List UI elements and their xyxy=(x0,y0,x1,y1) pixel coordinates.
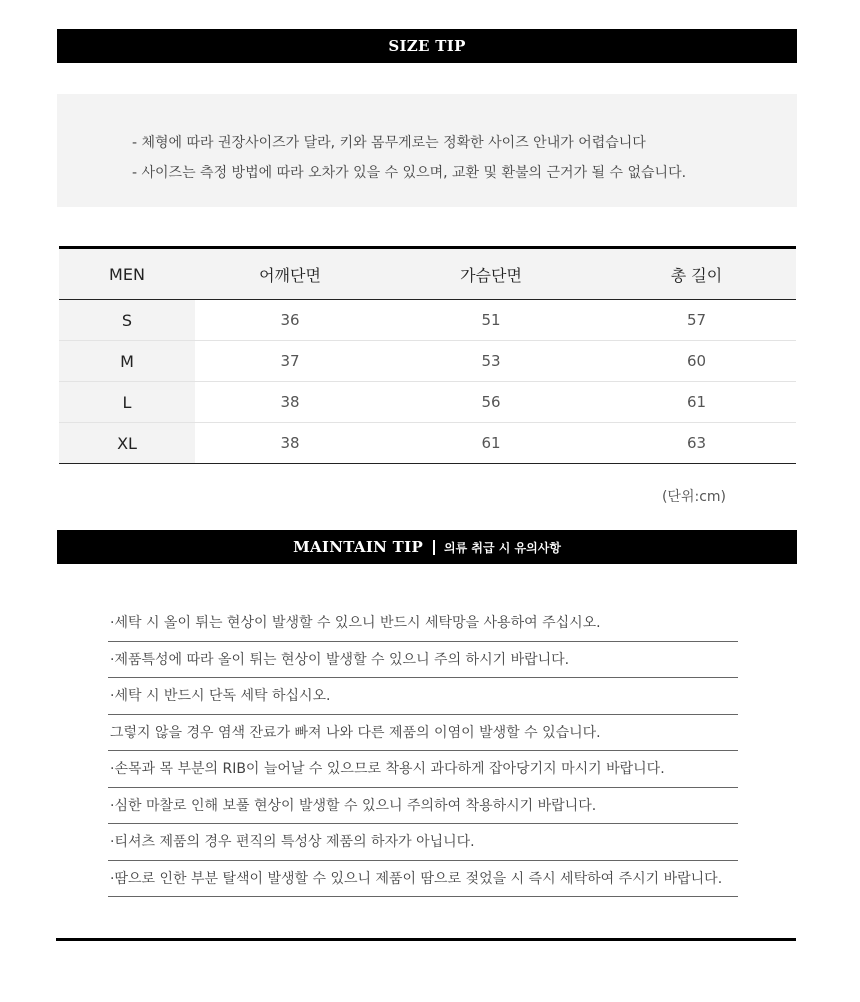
header-shoulder: 어깨단면 xyxy=(195,248,385,300)
maintain-tip-header xyxy=(57,530,797,564)
shoulder-value: 37 xyxy=(195,341,385,382)
length-value: 60 xyxy=(597,341,796,382)
size-label: S xyxy=(59,300,195,341)
table-row xyxy=(59,300,796,341)
chest-value: 51 xyxy=(385,300,597,341)
chest-value: 61 xyxy=(385,423,597,464)
header-men: MEN xyxy=(59,248,195,300)
size-tip-notes xyxy=(57,94,797,207)
unit-note: (단위:cm) xyxy=(661,489,726,505)
shoulder-value: 38 xyxy=(195,382,385,423)
list-item: ·심한 마찰로 인해 보풀 현상이 발생할 수 있으니 주의하여 착용하시기 바랍니다. xyxy=(108,788,738,825)
size-tip-note: - 체형에 따라 권장사이즈가 달라, 키와 몸무게로는 정확한 사이즈 안내가 어렵습니다 xyxy=(132,135,646,151)
header-divider xyxy=(433,540,435,555)
maintain-tip-title: MAINTAIN TIP xyxy=(293,538,424,556)
size-label: M xyxy=(59,341,195,382)
table-row xyxy=(59,382,796,423)
table-row xyxy=(59,423,796,464)
header-chest: 가슴단면 xyxy=(385,248,597,300)
size-label: L xyxy=(59,382,195,423)
maintain-tip-list xyxy=(108,605,738,897)
chest-value: 53 xyxy=(385,341,597,382)
shoulder-value: 38 xyxy=(195,423,385,464)
length-value: 57 xyxy=(597,300,796,341)
list-item: ·세탁 시 반드시 단독 세탁 하십시오. xyxy=(108,678,738,715)
header-length: 총 길이 xyxy=(597,248,796,300)
list-item: ·손목과 목 부분의 RIB이 늘어날 수 있으므로 착용시 과다하게 잡아당기지 마시기 바랍니다. xyxy=(108,751,738,788)
size-tip-title: SIZE TIP xyxy=(388,37,466,55)
maintain-tip-subtitle: 의류 취급 시 유의사항 xyxy=(444,540,561,555)
size-table xyxy=(59,246,796,464)
table-row xyxy=(59,341,796,382)
size-tip-note: - 사이즈는 측정 방법에 따라 오차가 있을 수 있으며, 교환 및 환불의 근거가 될 수 없습니다. xyxy=(132,165,687,181)
length-value: 63 xyxy=(597,423,796,464)
list-item: 그렇지 않을 경우 염색 잔료가 빠져 나와 다른 제품의 이염이 발생할 수 있습니다. xyxy=(108,715,738,752)
bottom-divider xyxy=(56,938,796,941)
list-item: ·제품특성에 따라 올이 튀는 현상이 발생할 수 있으니 주의 하시기 바랍니다. xyxy=(108,642,738,679)
shoulder-value: 36 xyxy=(195,300,385,341)
list-item: ·땀으로 인한 부분 탈색이 발생할 수 있으니 제품이 땀으로 젖었을 시 즉시 세탁하여 주시기 바랍니다. xyxy=(108,861,738,898)
list-item: ·티셔츠 제품의 경우 편직의 특성상 제품의 하자가 아닙니다. xyxy=(108,824,738,861)
list-item: ·세탁 시 올이 튀는 현상이 발생할 수 있으니 반드시 세탁망을 사용하여 주십시오. xyxy=(108,605,738,642)
size-table-header-row xyxy=(59,248,796,300)
size-label: XL xyxy=(59,423,195,464)
chest-value: 56 xyxy=(385,382,597,423)
length-value: 61 xyxy=(597,382,796,423)
size-tip-header xyxy=(57,29,797,63)
